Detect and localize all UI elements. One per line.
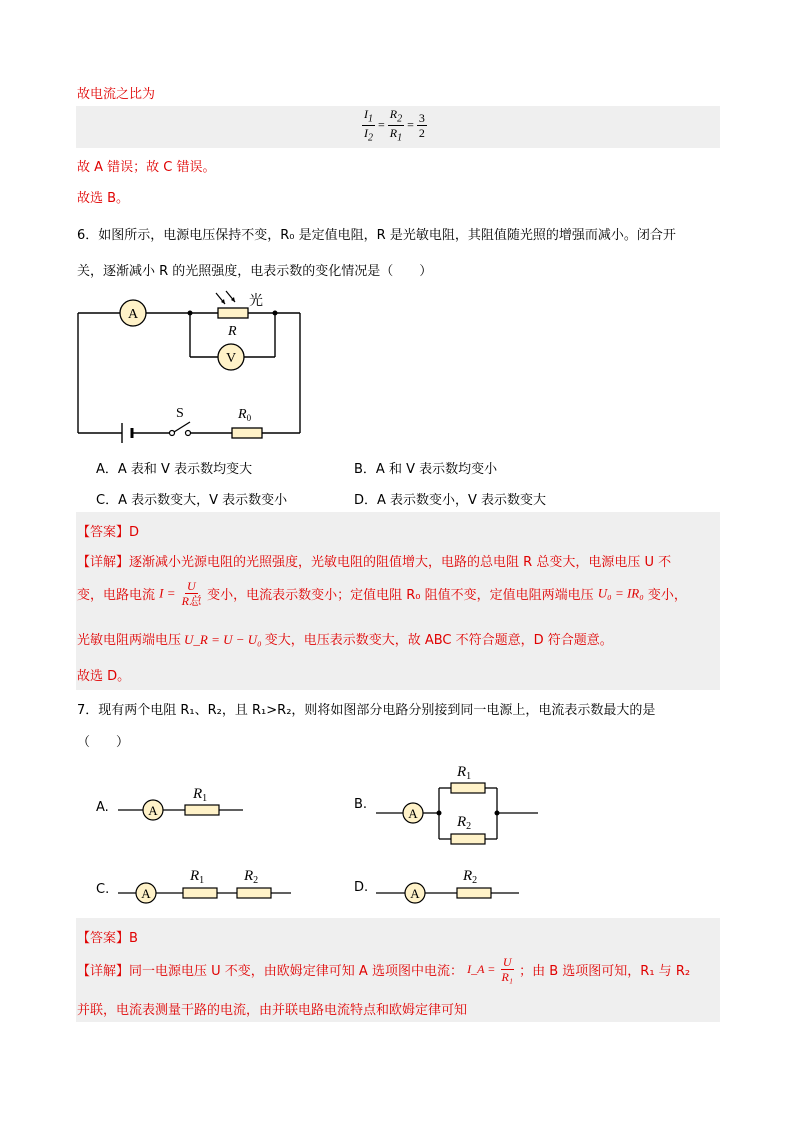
q7-answer: 【答案】B (77, 931, 138, 946)
q6-detail-line2: 变，电路电流 I = $\frac{U}{\text{R总}}$ 变小，电流表示数变小；定值电阻 R₀ 阻值不变，定值电阻两端电压 U₀ = IR₀ 变小， (77, 579, 687, 608)
ammeter-icon (120, 300, 146, 326)
resistor-r2-icon (457, 888, 491, 898)
junction-dot (437, 811, 442, 816)
q7-option-a-label[interactable]: A. (96, 800, 109, 815)
q6-detail-line3: 光敏电阻两端电压 U_R = U − U₀ 变大，电压表示数变大，故 ABC 不符合题意，D 符合题意。 (77, 632, 613, 648)
q6-detail-line1: 【详解】逐渐减小光源电阻的光照强度，光敏电阻的阻值增大，电路的总电阻 R 总变大，电源电压 U 不 (77, 555, 672, 570)
switch-label: S (176, 406, 184, 421)
q6-line2: 关，逐渐减小 R 的光照强度，电表示数的变化情况是（ ） (77, 264, 433, 279)
ammeter-icon (143, 800, 163, 820)
q6-option-d[interactable]: D．A 表示数变小，V 表示数变大 (354, 493, 547, 508)
q6-option-b[interactable]: B．A 和 V 表示数均变小 (354, 462, 498, 477)
r2-label: $R_2$ (463, 868, 478, 886)
r0-label: $R_0$ (238, 407, 252, 423)
q7-detail-line2: 并联，电流表测量干路的电流，由并联电路电流特点和欧姆定律可知 (77, 1003, 468, 1018)
wrong-note: 故 A 错误；故 C 错误。 (77, 160, 216, 175)
q6-answer: 【答案】D (77, 525, 140, 540)
q7-option-c-circuit (115, 862, 295, 907)
q7-option-b-circuit (373, 755, 543, 850)
ammeter-icon (405, 883, 425, 903)
resistor-r2-icon (451, 834, 485, 844)
ratio-intro: 故电流之比为 (77, 87, 156, 102)
q6-option-c[interactable]: C．A 表示数变大，V 表示数变小 (96, 493, 288, 508)
ammeter-icon (136, 883, 156, 903)
choose-b: 故选 B。 (77, 191, 130, 206)
q7-option-c-label[interactable]: C. (96, 882, 110, 897)
q7-option-b-label[interactable]: B. (354, 797, 368, 812)
light-label: 光 (249, 294, 263, 309)
q7-line2: （ ） (77, 735, 130, 750)
resistor-r0-icon (232, 428, 262, 438)
q7-detail-line1: 【详解】同一电源电压 U 不变，由欧姆定律可知 A 选项图中电流： I_A = $\frac{U}{\text{R₁}}$ ；由 B 选项图可知，R₁ 与 R₂ (77, 955, 691, 984)
r2-label: $R_2$ (244, 868, 259, 886)
switch-icon (170, 422, 191, 436)
svg-text:A: A (127, 307, 139, 322)
junction-dot (495, 811, 500, 816)
resistor-r2-icon (237, 888, 271, 898)
q7-option-d-circuit (373, 862, 523, 907)
svg-text:A: A (141, 886, 151, 901)
r1-label: $R_1$ (193, 786, 208, 804)
resistor-r1-icon (183, 888, 217, 898)
resistor-r1-icon (451, 783, 485, 793)
q6-choose: 故选 D。 (77, 669, 131, 684)
q7-option-d-label[interactable]: D. (354, 880, 369, 895)
junction-dot (273, 311, 278, 316)
r-label: R (228, 324, 237, 339)
q6-option-a[interactable]: A．A 表和 V 表示数均变大 (96, 462, 253, 477)
r1-label: $R_1$ (190, 868, 205, 886)
ratio-formula: $\frac{I_1}{I_2}$ = $\frac{R_2}{R_1}$ = $\frac{3}{2}$ (364, 107, 425, 144)
ammeter-icon (403, 803, 423, 823)
voltmeter-icon (218, 344, 244, 370)
battery-icon (122, 423, 132, 443)
photoresistor-icon (216, 291, 248, 318)
r2-label: $R_2$ (457, 814, 472, 832)
svg-text:V: V (225, 351, 237, 366)
q7-line1: 7．现有两个电阻 R₁、R₂，且 R₁>R₂，则将如图部分电路分别接到同一电源上，电流表示数最大的是 (77, 703, 656, 718)
q6-circuit-diagram (70, 285, 310, 445)
svg-text:A: A (148, 803, 158, 818)
r1-label: $R_1$ (457, 764, 472, 782)
q6-line1: 6．如图所示，电源电压保持不变，R₀ 是定值电阻，R 是光敏电阻，其阻值随光照的增强而减小。闭合开 (77, 228, 676, 243)
svg-text:A: A (408, 806, 418, 821)
q7-option-a-circuit (115, 780, 250, 825)
resistor-r1-icon (185, 805, 219, 815)
junction-dot (188, 311, 193, 316)
svg-text:A: A (410, 886, 420, 901)
